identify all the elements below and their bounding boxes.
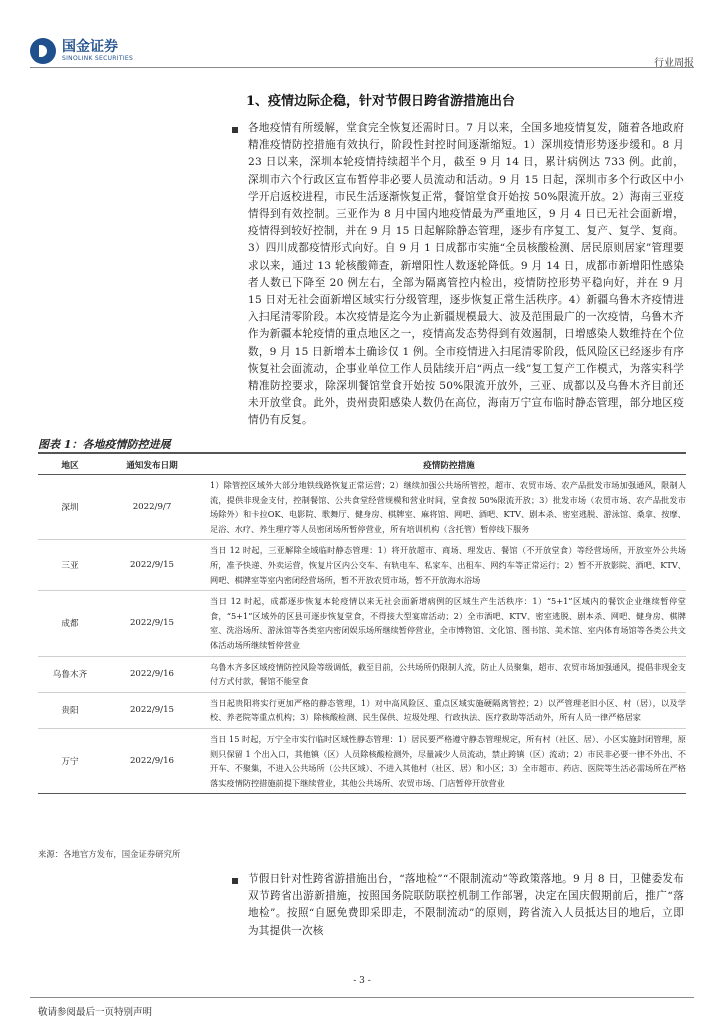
table-header	[38, 455, 686, 475]
cell-region: 成都	[61, 619, 79, 630]
cell-date: 2022/9/16	[129, 756, 175, 767]
logo-text-en: SINOLINK SECURITIES	[62, 55, 134, 62]
cell-date: 2022/9/15	[129, 560, 175, 571]
section-title: 1、疫情边际企稳，针对节假日跨省游措施出台	[246, 94, 516, 109]
cell-region: 贵阳	[61, 706, 79, 717]
cell-region: 深圳	[61, 503, 79, 514]
page-number: - 3 -	[353, 976, 371, 986]
cell-measures: 1）除管控区域外大部分地铁线路恢复正常运营；2）继续加强公共场所管控，超市、农贸市场、农产品批发市场加强通风，限制人流，提供非现金支付，控制餐馆、公共食堂经营规模和营业时间，堂食按 50%限流开放；3）批发市场（农贸市场、农产品批发市场除外）和卡拉OK、电影院、歌舞厅、健身房、棋牌室、麻将馆、网吧、酒吧、KTV、剧本杀、密室逃脱、游泳馆、桑拿、按摩、足浴、水疗、养生理疗等人员密闭场所暂停营业，所有培训机构（含托管）暂停线下服务	[210, 480, 686, 534]
logo-icon	[30, 38, 56, 64]
cell-date: 2022/9/7	[132, 502, 172, 513]
logo-text-cn: 国金证券	[62, 39, 118, 55]
table-row	[38, 729, 686, 794]
page-header	[30, 38, 694, 68]
table-row	[38, 657, 686, 693]
cell-measures: 当日 12 时起，三亚解除全域临时静态管理：1）将开放超市、商场、理发店、餐馆（不开放堂食）等经营场所，开放室外公共场所，准予快递、外卖运营，恢复片区内公交车、有轨电车、私家车、出租车、网约车等正常运行；2）暂不开放影院、酒吧、KTV、网吧、棋牌室等室内密闭经营场所，暂不开放农贸市场，暂不开放海水浴场	[210, 545, 686, 585]
table-row	[38, 693, 686, 729]
header-measures: 疫情防控措施	[423, 460, 475, 471]
company-logo	[30, 38, 133, 64]
table-source: 来源：各地官方发布，国金证券研究所	[38, 849, 181, 859]
epidemic-control-table	[38, 455, 686, 794]
paragraph-1: 各地疫情有所缓解，堂食完全恢复还需时日。7 月以来，全国多地疫情复发，随着各地政府精准疫情防控措施有效执行，阶段性封控时间逐渐缩短。1）深圳疫情形势逐步缓和。8 月 23 日以来，深圳本轮疫情持续超半个月，截至 9 月 14 日，累计病例达 733 例。此前，深圳市六个行政区宣布暂停非必要人员流动和活动。9 月 15 日起，深圳市多个行政区中小学开启返校进程，市民生活逐渐恢复正常，餐馆堂食开始按 50%限流开放。2）海南三亚疫情得到有效控制。三亚作为 8 月中国内地疫情最为严重地区，9 月 4 日已无社会面新增，疫情得到较好控制，并在 9 月 15 日起解除静态管理，逐步有序复工、复产、复学、复商。3）四川成都疫情形式向好。自 9 月 1 日成都市实施“全员核酸检测、居民原则居家”管理要求以来，通过 13 轮核酸筛查，新增阳性人数逐轮降低。9 月 14 日，成都市新增阳性感染者人数已下降至 20 例左右，全部为隔离管控内检出，疫情防控形势平稳向好，并在 9 月 15 日对无社会面新增区域实行分级管理，逐步恢复正常生活秩序。4）新疆乌鲁木齐疫情进入扫尾清零阶段。本次疫情是迄今为止新疆规模最大、波及范围最广的一次疫情，乌鲁木齐作为新疆本轮疫情的重点地区之一，疫情高发态势得到有效遏制，日增感染人数维持在个位数，9 月 15 日新增本土确诊仅 1 例。全市疫情进入扫尾清零阶段，低风险区已经逐步有序恢复社会面流动，企事业单位工作人员陆续开启“两点一线”复工复产工作模式，为落实科学精准防控要求，除深圳餐馆堂食开始按 50%限流开放外，三亚、成都以及乌鲁木齐目前还未开放堂食。此外，贵州贵阳感染人数仍在高位，海南万宁宣布临时静态管理，部分地区疫情仍有反复。	[248, 122, 684, 427]
cell-measures: 当日 12 时起，成都逐步恢复本轮疫情以来无社会面新增病例的区域生产生活秩序：1）“5+1”区域内的餐饮企业继续暂停堂食，“5+1”区域外的区县可逐步恢复堂食，不得接大型宴席活动；2）全市酒吧、KTV、密室逃脱、剧本杀、网吧、健身房、棋牌室、洗浴场所、游泳馆等各类室内密闭娱乐场所继续暂停营业，全市博物馆、文化馆、图书馆、美术馆、室内体育场馆等各类公共文体活动场所继续暂停营业	[210, 596, 686, 650]
cell-region: 乌鲁木齐	[52, 670, 88, 681]
table-row	[38, 591, 686, 656]
table-row	[38, 540, 686, 591]
figure-label: 图表 1：各地疫情防控进展	[38, 438, 171, 451]
bullet-icon	[232, 127, 238, 133]
cell-date: 2022/9/15	[129, 618, 175, 629]
bullet-icon	[232, 878, 238, 884]
cell-region: 三亚	[61, 561, 79, 572]
cell-region: 万宁	[61, 757, 79, 768]
disclaimer-note: 敬请参阅最后一页特别声明	[38, 1007, 153, 1018]
report-type-label: 行业周报	[654, 58, 694, 69]
header-region: 地区	[61, 460, 79, 471]
header-date: 通知发布日期	[126, 460, 178, 471]
table-row	[38, 475, 686, 540]
cell-measures: 乌鲁木齐多区域疫情防控风险等级调低，截至目前，公共场所仍限制人流，防止人员聚集，超市、农贸市场加强通风，提倡非现金支付方式付款，餐馆不能堂食	[210, 661, 686, 687]
cell-measures: 当日 15 时起，万宁全市实行临时区域性静态管理：1）居民要严格遵守静态管理规定，所有村（社区、居）、小区实施封闭管理，原则只保留 1 个出入口，其他镇（区）人员除核酸检测外，尽量减少人员流动，禁止跨镇（区）流动；2）市民非必要一律不外出、不开车、不聚集，不进入公共场所（公共区域）、不进入其他村（社区、居）和小区；3）全市超市、药店、医院等生活必需场所在严格落实疫情防控措施前提下继续营业，其他公共场所、农贸市场、门店暂停开放营业	[210, 733, 686, 788]
cell-date: 2022/9/15	[129, 705, 175, 716]
cell-date: 2022/9/16	[129, 669, 175, 680]
paragraph-2: 节假日针对性跨省游措施出台，“落地检”“不限制流动”等政策落地。9 月 8 日，卫健委发布双节跨省出游新措施，按照国务院联防联控机制工作部署，决定在国庆假期前后，推广“落地检”。按照“自愿免费即采即走，不限制流动”的原则，跨省流入人员抵达目的地后，立即为其提供一次核	[248, 873, 684, 937]
figure-top-rule	[38, 452, 686, 454]
footer-rule	[30, 997, 694, 998]
cell-measures: 当日起贵阳将实行更加严格的静态管理，1）对中高风险区、重点区域实施硬隔离管控；2）以严管理老旧小区、村（居），以及学校、养老院等重点机构；3）除核酸检测、民生保供、垃圾处理、行政执法、医疗救助等活动外，所有人员一律严格居家	[210, 697, 686, 723]
